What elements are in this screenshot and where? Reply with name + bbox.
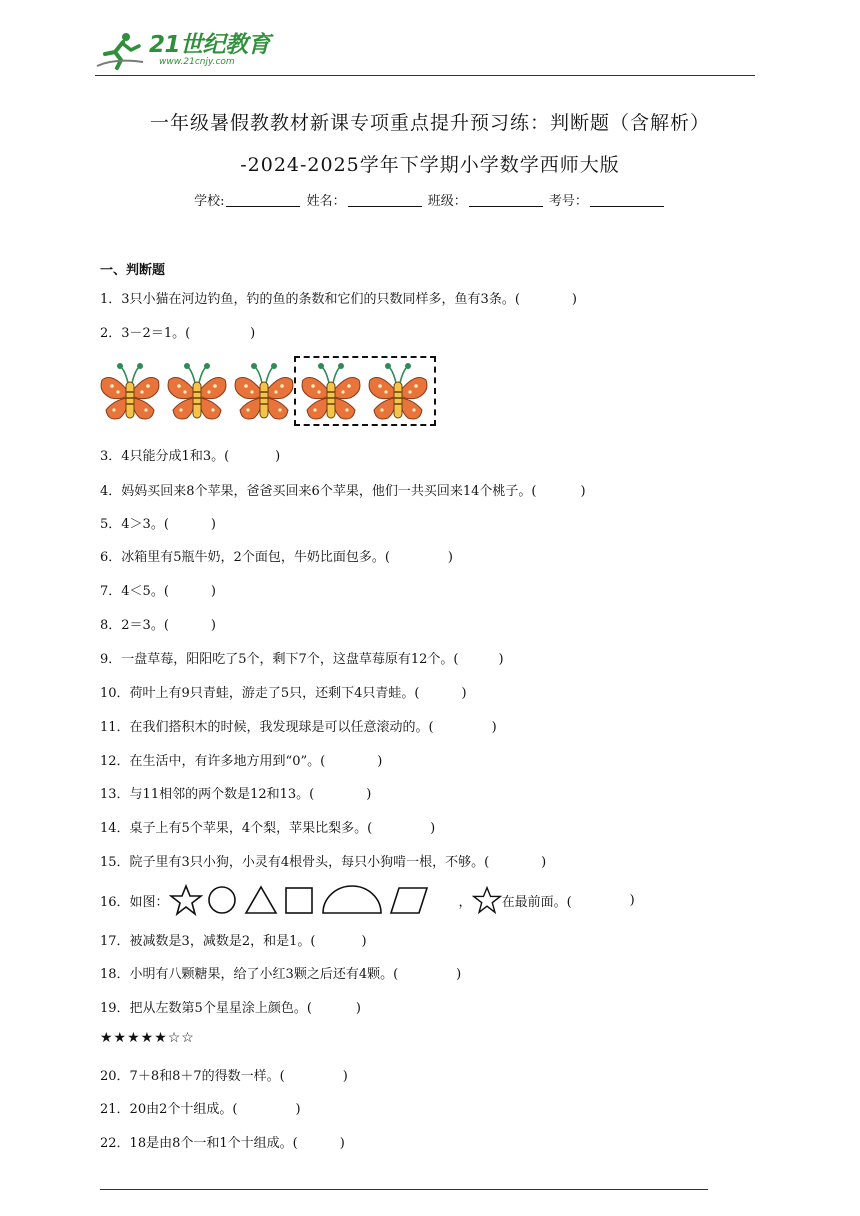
question-6: 6．冰箱里有5瓶牛奶，2个面包，牛奶比面包多。( ) (100, 550, 453, 565)
question-11: 11．在我们搭积木的时候，我发现球是可以任意滚动的。( ) (100, 720, 497, 735)
section-title: 一、判断题 (100, 263, 166, 278)
shapes-sequence-figure (169, 884, 459, 916)
page-header (95, 30, 755, 78)
question-19: 19．把从左数第5个星星涂上颜色。( ) (100, 1001, 361, 1016)
question-17: 17．被减数是3，减数是2，和是1。( ) (100, 934, 367, 949)
student-info (0, 190, 860, 209)
school-label: 学校: (194, 194, 225, 209)
question-22: 22．18是由8个一和1个十组成。( ) (100, 1136, 345, 1151)
question-2: 2．3－2＝1。( ) (100, 326, 256, 341)
question-10: 10．荷叶上有9只青蛙，游走了5只，还剩下4只青蛙。( ) (100, 686, 467, 701)
stars-row: ★★★★★☆☆ (100, 1030, 195, 1046)
question-5: 5．4＞3。( ) (100, 517, 216, 532)
square-shape (286, 888, 312, 913)
school-blank[interactable] (226, 194, 300, 207)
class-blank[interactable] (469, 194, 543, 207)
question-20: 20．7＋8和8＋7的得数一样。( ) (100, 1069, 348, 1084)
question-16: 16．如图： ， 在最前面。( ) (100, 884, 635, 916)
number-label: 考号： (548, 194, 588, 209)
header-divider (95, 75, 755, 76)
circle-shape (209, 887, 235, 913)
butterfly-2 (168, 363, 226, 419)
name-blank[interactable] (348, 194, 422, 207)
semicircle-shape (323, 886, 381, 913)
doc-title-line1: 一年级暑假教教材新课专项重点提升预习练：判断题（含解析） (149, 112, 710, 134)
star-icon (472, 885, 502, 915)
question-3: 3．4只能分成1和3。( ) (100, 449, 281, 464)
question-21: 21．20由2个十组成。( ) (100, 1102, 301, 1117)
butterfly-1 (101, 363, 159, 419)
question-18: 18．小明有八颗糖果，给了小红3颗之后还有4颗。( ) (100, 967, 462, 982)
question-1: 1．3只小猫在河边钓鱼，钓的鱼的条数和它们的只数同样多，鱼有3条。( ) (100, 292, 577, 307)
question-15: 15．院子里有3只小狗，小灵有4根骨头，每只小狗啃一根，不够。( ) (100, 855, 547, 870)
parallelogram-shape (391, 888, 427, 913)
question-4: 4．妈妈买回来8个苹果，爸爸买回来6个苹果，他们一共买回来14个桃子。( ) (100, 484, 586, 499)
runner-logo-icon (95, 30, 145, 70)
dashed-group-box (294, 356, 436, 426)
doc-title-line2: -2024-2025学年下学期小学数学西师大版 (240, 154, 620, 176)
name-label: 姓名： (306, 194, 346, 209)
question-7: 7．4＜5。( ) (100, 584, 216, 599)
question-14: 14．桌子上有5个苹果，4个梨，苹果比梨多。( ) (100, 821, 436, 836)
star-shape (171, 886, 201, 914)
number-blank[interactable] (590, 194, 664, 207)
logo (95, 30, 270, 70)
footer-divider (100, 1189, 708, 1190)
logo-url: www.21cnjy.com (159, 57, 235, 67)
question-9: 9．一盘草莓，阳阳吃了5个，剩下7个，这盘草莓原有12个。( ) (100, 652, 504, 667)
butterfly-3 (235, 363, 293, 419)
question-13: 13．与11相邻的两个数是12和13。( ) (100, 787, 372, 802)
logo-title: 21世纪教育 (149, 32, 271, 58)
triangle-shape (246, 887, 276, 913)
question-12: 12．在生活中，有许多地方用到“0”。( ) (100, 754, 383, 769)
question-8: 8．2＝3。( ) (100, 618, 216, 633)
class-label: 班级： (427, 194, 467, 209)
